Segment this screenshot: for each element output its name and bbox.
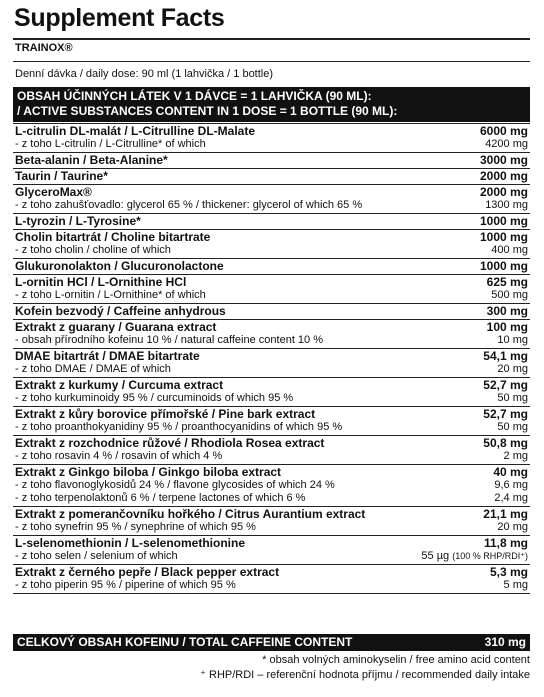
ingredient-row: [13, 124, 530, 138]
ingredient-row-value: 5,3 mg: [489, 565, 528, 579]
ingredient-group: [13, 275, 530, 304]
ingredient-group: [13, 123, 530, 153]
ingredient-row-value: 625 mg: [486, 275, 528, 289]
ingredient-group: [13, 320, 530, 349]
daily-dose: Denní dávka / daily dose: 90 ml (1 lahvička / 1 bottle): [15, 68, 274, 80]
sub-ingredient-row: [13, 550, 530, 563]
ingredient-row-value: 300 mg: [486, 304, 528, 318]
ingredient-row: [13, 436, 530, 450]
ingredient-row-name: DMAE bitartrát / DMAE bitartrate: [15, 349, 200, 363]
sub-ingredient-row: [13, 579, 530, 592]
ingredient-row-name: Extrakt z černého pepře / Black pepper extract: [15, 565, 280, 579]
ingredient-group: [13, 185, 530, 214]
ingredient-row: [13, 259, 530, 273]
ingredient-row: [13, 349, 530, 363]
sub-ingredient-row: [13, 392, 530, 405]
ingredient-group: [13, 407, 530, 436]
ingredient-row-value: 40 mg: [493, 465, 528, 479]
ingredient-row: [13, 230, 530, 244]
ingredient-group: [13, 214, 530, 230]
ingredients-table: [13, 123, 530, 594]
ingredient-row-name: L-selenomethionin / L-selenomethionine: [15, 536, 246, 550]
title-divider: [13, 38, 530, 40]
sub-ingredient-row-name: - z toho kurkuminoidy 95 % / curcuminoids of which 95 %: [15, 392, 294, 404]
sub-ingredient-row-value: 400 mg: [491, 244, 528, 256]
sub-ingredient-row: [13, 199, 530, 212]
ingredient-group: [13, 153, 530, 169]
ingredient-row-value: 1000 mg: [479, 214, 528, 228]
ingredient-group: [13, 436, 530, 465]
ingredient-group: [13, 378, 530, 407]
ingredient-row: [13, 536, 530, 550]
sub-ingredient-row-name: - z toho synefrin 95 % / synephrine of which 95 %: [15, 521, 256, 533]
sub-ingredient-row-value: 500 mg: [491, 289, 528, 301]
ingredient-row-value: 2000 mg: [479, 185, 528, 199]
footnote-rhp: ⁺ RHP/RDI – referenční hodnota příjmu / recommended daily intake: [200, 669, 530, 681]
ingredient-row-name: Extrakt z kůry borovice přímořské / Pine bark extract: [15, 407, 316, 421]
ingredient-row-value: 50,8 mg: [483, 436, 528, 450]
sub-ingredient-row-name: - z toho L-ornitin / L-Ornithine* of which: [15, 289, 206, 301]
sub-ingredient-row: [13, 138, 530, 151]
ingredient-row-value: 1000 mg: [479, 230, 528, 244]
sub-ingredient-row-name: - z toho terpenolaktonů 6 % / terpene lactones of which 6 %: [15, 492, 306, 504]
rhp-note: (100 % RHP/RDI⁺): [452, 551, 528, 561]
ingredient-group: [13, 259, 530, 275]
ingredient-row-value: 1000 mg: [479, 259, 528, 273]
ingredient-row: [13, 153, 530, 167]
sub-ingredient-row-value: 55 µg: [421, 550, 450, 562]
sub-ingredient-row-name: - z toho flavonoglykosidů 24 % / flavone glycosides of which 24 %: [15, 479, 335, 491]
product-name: TRAINOX®: [15, 42, 73, 54]
ingredient-row-name: Taurin / Taurine*: [15, 169, 108, 183]
total-caffeine-value: 310 mg: [484, 635, 526, 649]
ingredient-row-value: 11,8 mg: [483, 536, 528, 550]
sub-ingredient-row-value: 20 mg: [497, 521, 528, 533]
ingredient-row-name: Extrakt z Ginkgo biloba / Ginkgo biloba extract: [15, 465, 282, 479]
sub-ingredient-row-name: - obsah přírodního kofeinu 10 % / natural caffeine content 10 %: [15, 334, 323, 346]
sub-ingredient-row-value: 5 mg: [503, 579, 528, 591]
panel-title: Supplement Facts: [14, 4, 225, 32]
ingredient-row-name: Cholin bitartrát / Choline bitartrate: [15, 230, 211, 244]
total-caffeine-label: CELKOVÝ OBSAH KOFEINU / TOTAL CAFFEINE CONTENT: [17, 635, 353, 649]
ingredient-row-name: L-citrulin DL-malát / L-Citrulline DL-Malate: [15, 124, 256, 138]
sub-ingredient-value-group: [421, 550, 528, 563]
content-header: [13, 87, 530, 122]
sub-ingredient-row: [13, 492, 530, 505]
sub-ingredient-row-name: - z toho selen / selenium of which: [15, 550, 178, 562]
ingredient-group: [13, 536, 530, 565]
sub-ingredient-row: [13, 334, 530, 347]
sub-ingredient-row: [13, 289, 530, 302]
sub-ingredient-row-value: 50 mg: [497, 392, 528, 404]
ingredient-row: [13, 185, 530, 199]
ingredient-row-name: Kofein bezvodý / Caffeine anhydrous: [15, 304, 226, 318]
ingredient-row-value: 54,1 mg: [483, 349, 528, 363]
sub-ingredient-row-name: - z toho DMAE / DMAE of which: [15, 363, 171, 375]
sub-ingredient-row: [13, 479, 530, 492]
sub-ingredient-row-value: 2 mg: [503, 450, 528, 462]
total-caffeine-bar: [13, 634, 530, 651]
ingredient-row-name: Extrakt z pomerančovníku hořkého / Citrus Aurantium extract: [15, 507, 366, 521]
ingredient-row: [13, 169, 530, 183]
sub-ingredient-row-name: - z toho zahušťovadlo: glycerol 65 % / thickener: glycerol of which 65 %: [15, 199, 363, 211]
sub-ingredient-row-value: 9,6 mg: [494, 479, 528, 491]
ingredient-row-name: Extrakt z rozchodnice růžové / Rhodiola Rosea extract: [15, 436, 325, 450]
ingredient-group: [13, 565, 530, 594]
ingredient-row: [13, 320, 530, 334]
ingredient-row-value: 6000 mg: [479, 124, 528, 138]
ingredient-row: [13, 214, 530, 228]
ingredient-group: [13, 169, 530, 185]
ingredient-row-value: 52,7 mg: [483, 378, 528, 392]
footnote-amino: * obsah volných aminokyselin / free amino acid content: [262, 654, 530, 666]
sub-ingredient-row-name: - z toho rosavin 4 % / rosavin of which 4 %: [15, 450, 223, 462]
ingredient-row: [13, 407, 530, 421]
sub-ingredient-row-name: - z toho proanthokyanidiny 95 % / proanthocyanidins of which 95 %: [15, 421, 343, 433]
ingredient-row-value: 2000 mg: [479, 169, 528, 183]
ingredient-row-value: 3000 mg: [479, 153, 528, 167]
sub-ingredient-row-value: 1300 mg: [485, 199, 528, 211]
sub-ingredient-row-name: - z toho piperin 95 % / piperine of which 95 %: [15, 579, 236, 591]
sub-ingredient-row: [13, 450, 530, 463]
ingredient-group: [13, 304, 530, 320]
ingredient-group: [13, 507, 530, 536]
sub-ingredient-row-value: 10 mg: [497, 334, 528, 346]
ingredient-row-name: Glukuronolakton / Glucuronolactone: [15, 259, 224, 273]
ingredient-row-name: Extrakt z kurkumy / Curcuma extract: [15, 378, 224, 392]
sub-ingredient-row-name: - z toho cholin / choline of which: [15, 244, 171, 256]
product-divider: [13, 61, 530, 62]
ingredient-row: [13, 565, 530, 579]
ingredient-row-name: Extrakt z guarany / Guarana extract: [15, 320, 217, 334]
content-header-line2: / ACTIVE SUBSTANCES CONTENT IN 1 DOSE = 1 BOTTLE (90 ML):: [17, 104, 398, 118]
ingredient-row-value: 21,1 mg: [483, 507, 528, 521]
ingredient-row-value: 100 mg: [486, 320, 528, 334]
sub-ingredient-row-value: 20 mg: [497, 363, 528, 375]
sub-ingredient-row: [13, 244, 530, 257]
ingredient-row: [13, 465, 530, 479]
ingredient-row: [13, 275, 530, 289]
ingredient-group: [13, 349, 530, 378]
ingredient-group: [13, 465, 530, 507]
sub-ingredient-row: [13, 363, 530, 376]
sub-ingredient-row-value: 2,4 mg: [494, 492, 528, 504]
ingredient-row-value: 52,7 mg: [483, 407, 528, 421]
ingredient-row: [13, 378, 530, 392]
ingredient-group: [13, 230, 530, 259]
sub-ingredient-row: [13, 421, 530, 434]
sub-ingredient-row-value: 4200 mg: [485, 138, 528, 150]
ingredient-row-name: GlyceroMax®: [15, 185, 92, 199]
ingredient-row-name: L-tyrozin / L-Tyrosine*: [15, 214, 141, 228]
ingredient-row-name: Beta-alanin / Beta-Alanine*: [15, 153, 168, 167]
sub-ingredient-row-name: - z toho L-citrulin / L-Citrulline* of which: [15, 138, 206, 150]
content-header-line1: OBSAH ÚČINNÝCH LÁTEK V 1 DÁVCE = 1 LAHVIČKA (90 ML):: [17, 89, 372, 103]
ingredient-row-name: L-ornitin HCl / L-Ornithine HCl: [15, 275, 187, 289]
sub-ingredient-row: [13, 521, 530, 534]
sub-ingredient-row-value: 50 mg: [497, 421, 528, 433]
ingredient-row: [13, 507, 530, 521]
ingredient-row: [13, 304, 530, 318]
